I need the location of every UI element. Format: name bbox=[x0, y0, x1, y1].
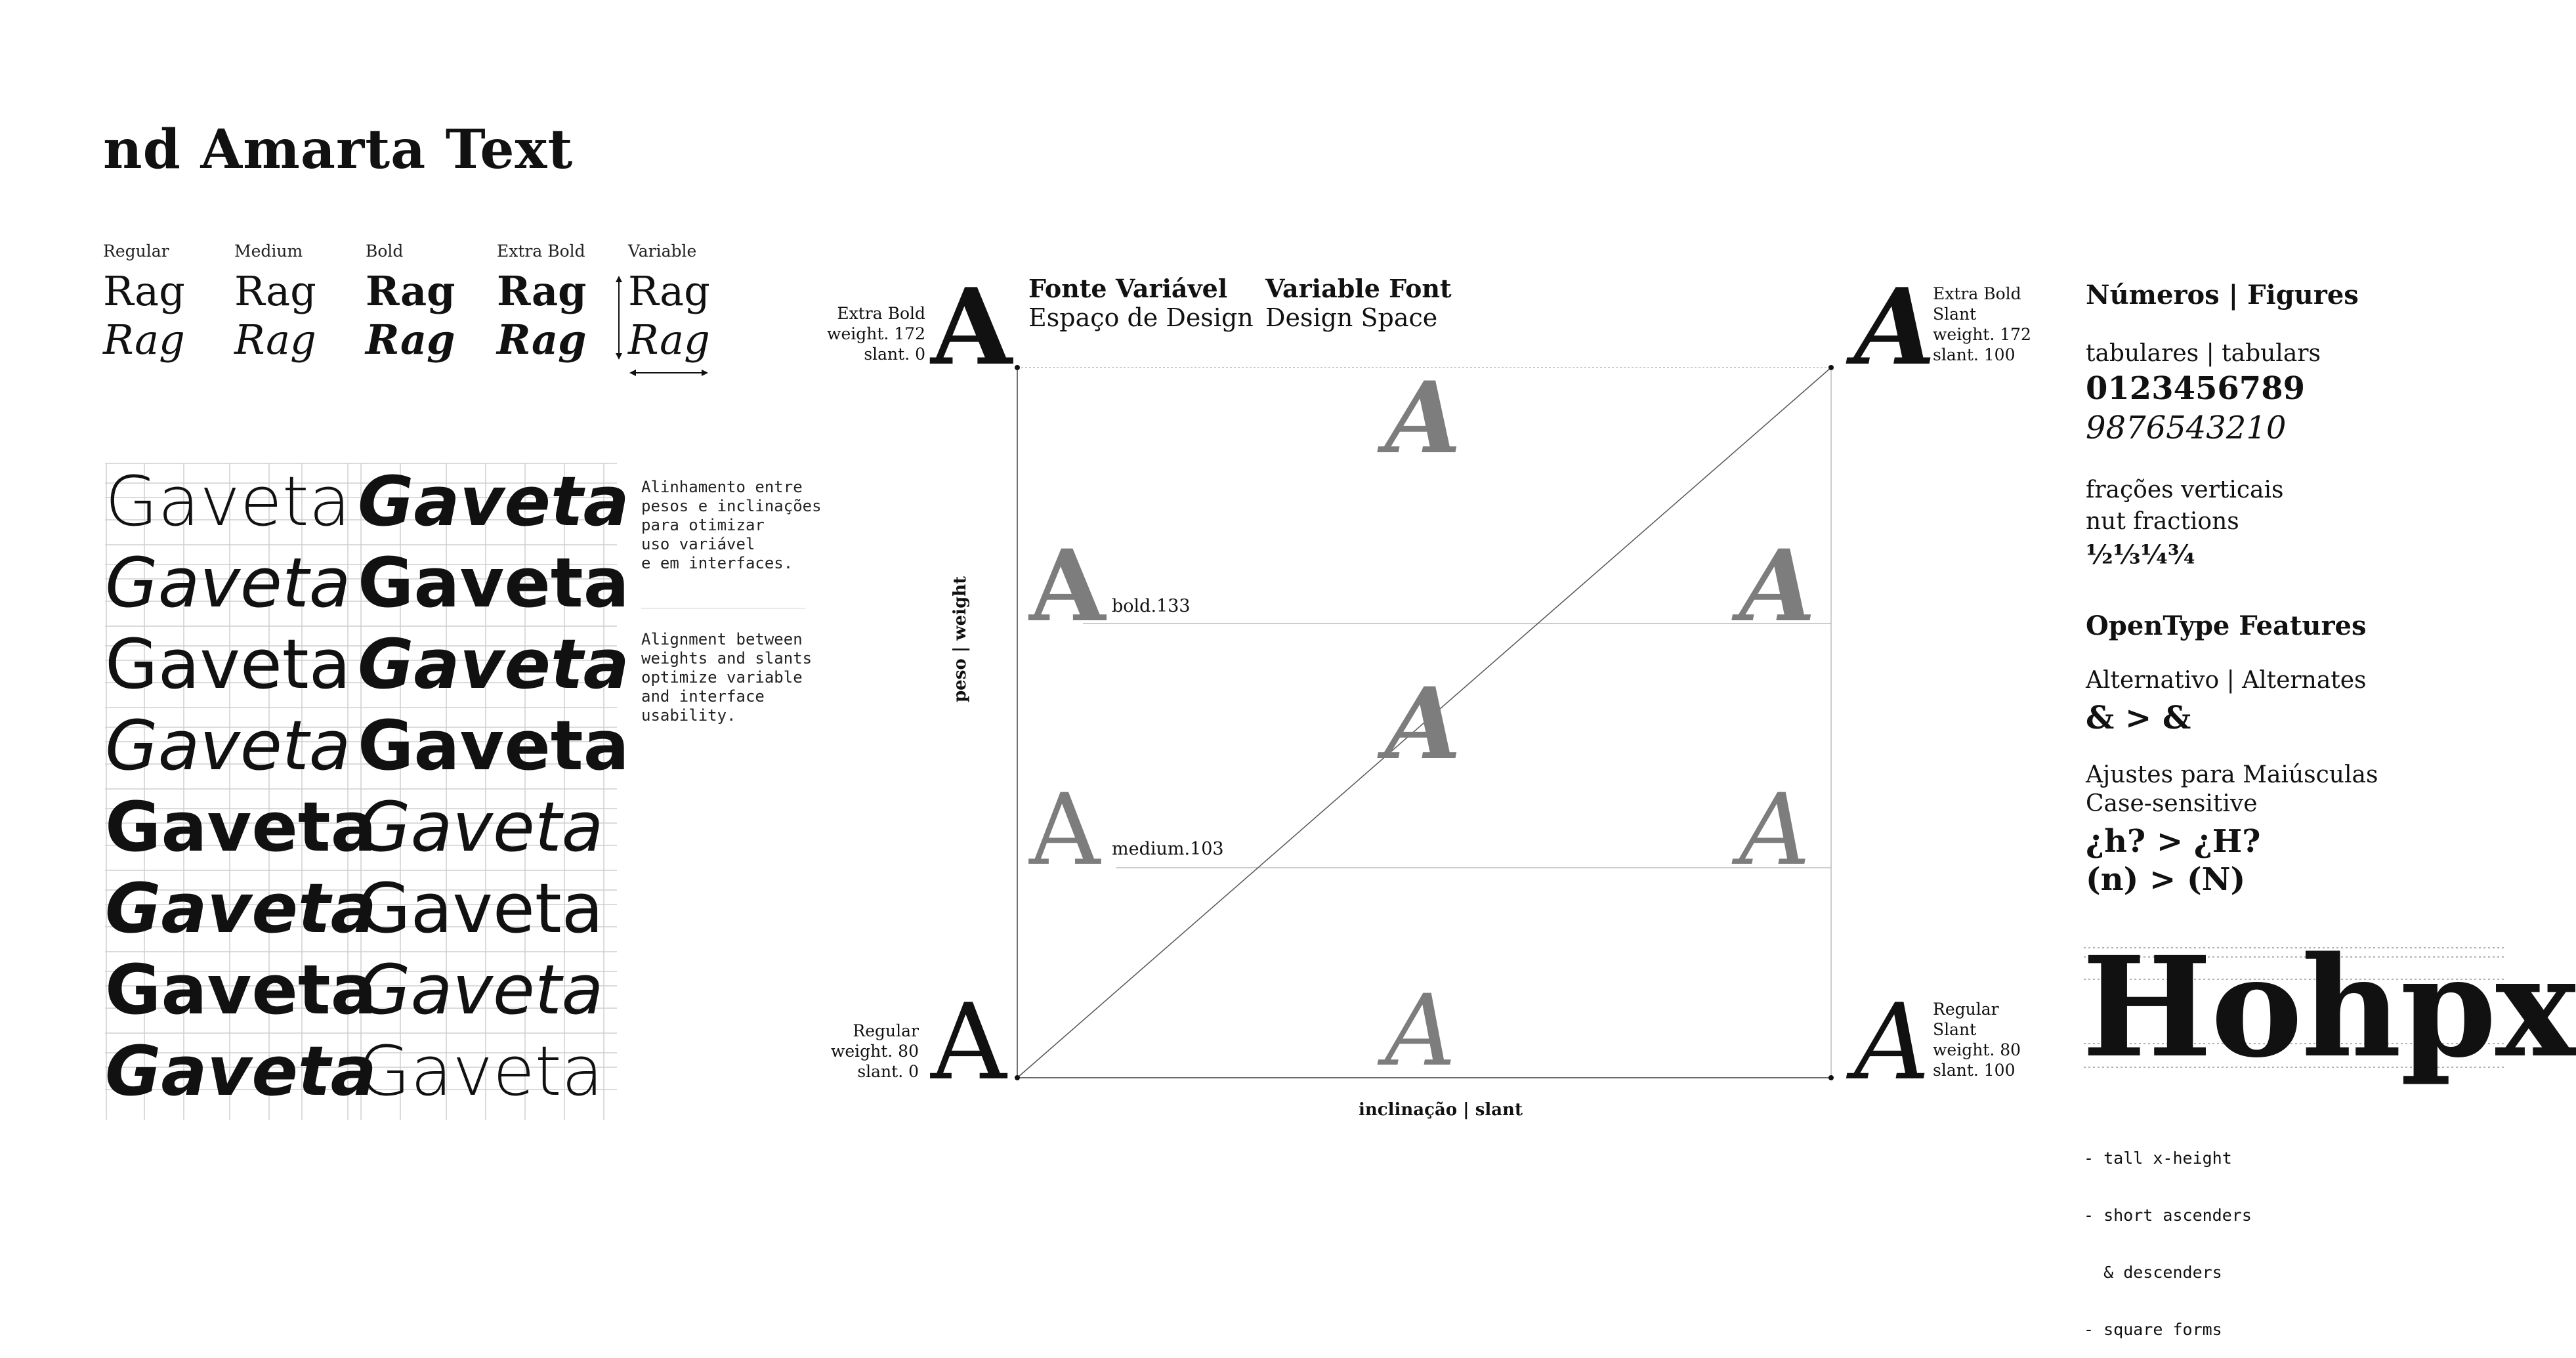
corner-glyph-regular-slant: A bbox=[1854, 981, 1930, 1103]
gaveta-bold-italic: Gaveta bbox=[358, 624, 629, 704]
case-label-en: Case-sensitive bbox=[2086, 790, 2258, 817]
tabular-label: tabulares | tabulars bbox=[2086, 340, 2321, 367]
weight-regular bbox=[103, 242, 228, 364]
rag-sample: Rag bbox=[628, 267, 710, 315]
instance-glyph: A bbox=[1739, 773, 1811, 887]
design-space-heading-en: Variable Font bbox=[1265, 274, 1452, 303]
instance-glyph: A bbox=[1385, 974, 1456, 1088]
instance-glyph: A bbox=[1029, 773, 1101, 887]
corner-label-top-left: Extra Bold weight. 172 slant. 0 bbox=[827, 304, 925, 364]
rag-sample-italic: Rag bbox=[497, 316, 587, 364]
gaveta-regular: Gaveta bbox=[105, 461, 351, 541]
figures-heading: Números | Figures bbox=[2086, 280, 2359, 310]
weight-label: Medium bbox=[234, 242, 303, 261]
gaveta-medium-italic: Gaveta bbox=[105, 706, 351, 786]
gaveta-regular-italic: Gaveta bbox=[105, 543, 351, 623]
alternates-sample: & > & bbox=[2086, 700, 2191, 736]
corner-glyph-extra-bold-slant: A bbox=[1854, 265, 1936, 389]
fractions-sample: ½⅓¼¾ bbox=[2086, 540, 2195, 570]
opentype-heading: OpenType Features bbox=[2086, 610, 2367, 641]
feature-list: - tall x-height - short ascenders & descenders - square forms bbox=[2084, 1149, 2252, 1339]
corner-label-bottom-left: Regular weight. 80 slant. 0 bbox=[830, 1021, 919, 1081]
rag-sample: Rag bbox=[234, 267, 316, 315]
gaveta-bold: Gaveta bbox=[105, 787, 377, 867]
case-sample-1: ¿h? > ¿H? bbox=[2086, 823, 2261, 860]
bold-instance-label: bold.133 bbox=[1112, 596, 1191, 616]
fractions-label-en: nut fractions bbox=[2086, 508, 2239, 535]
corner-glyph-regular: A bbox=[931, 981, 1007, 1103]
instance-glyph: A bbox=[1385, 360, 1462, 476]
gaveta-extra-bold: Gaveta bbox=[358, 543, 629, 623]
gaveta-bold: Gaveta bbox=[358, 706, 629, 786]
alignment-note-pt: Alinhamento entre pesos e inclinações para otimizar uso variável e em interfaces. bbox=[641, 478, 822, 572]
gaveta-medium-italic: Gaveta bbox=[358, 787, 604, 867]
tabular-digits: 0123456789 bbox=[2086, 370, 2305, 407]
gaveta-medium: Gaveta bbox=[105, 624, 351, 704]
case-label-pt: Ajustes para Maiúsculas bbox=[2086, 761, 2378, 788]
case-sample-2: (n) > (N) bbox=[2086, 861, 2246, 898]
tabular-digits-italic: 9876543210 bbox=[2086, 410, 2287, 446]
design-space-subheading-en: Design Space bbox=[1265, 303, 1438, 332]
gaveta-extra-bold-italic: Gaveta bbox=[105, 1031, 377, 1111]
rag-sample-italic: Rag bbox=[234, 316, 316, 364]
gaveta-extra-bold: Gaveta bbox=[105, 950, 377, 1030]
variable-axis-arrows-icon bbox=[614, 276, 719, 381]
alignment-note-en: Alignment between weights and slants optimize variable and interface usability. bbox=[641, 630, 813, 725]
gaveta-bold-italic: Gaveta bbox=[105, 868, 377, 948]
weight-label: Regular bbox=[103, 242, 169, 261]
weight-label: Bold bbox=[366, 242, 404, 261]
weight-label: Variable bbox=[628, 242, 697, 261]
x-axis-label: inclinação | slant bbox=[1359, 1100, 1523, 1120]
rag-sample: Rag bbox=[103, 267, 185, 315]
rag-sample-italic: Rag bbox=[628, 316, 710, 364]
instance-glyph: A bbox=[1029, 528, 1106, 644]
rag-sample-italic: Rag bbox=[366, 316, 455, 364]
rag-sample: Rag bbox=[366, 267, 455, 315]
gaveta-medium: Gaveta bbox=[358, 868, 604, 948]
gaveta-regular: Gaveta bbox=[358, 1031, 604, 1111]
alternates-label: Alternativo | Alternates bbox=[2086, 667, 2367, 694]
fractions-label-pt: frações verticais bbox=[2086, 477, 2284, 503]
design-space-heading-pt: Fonte Variável bbox=[1028, 274, 1228, 303]
page-title: nd Amarta Text bbox=[103, 118, 574, 181]
gaveta-regular-italic: Gaveta bbox=[358, 950, 604, 1030]
instance-glyph: A bbox=[1739, 528, 1816, 644]
gaveta-extra-bold-italic: Gaveta bbox=[358, 461, 629, 541]
weight-label: Extra Bold bbox=[497, 242, 585, 261]
rag-sample: Rag bbox=[497, 267, 587, 315]
weight-bold bbox=[366, 242, 490, 364]
corner-label-top-right: Extra Bold Slant weight. 172 slant. 100 bbox=[1933, 284, 2031, 364]
weight-medium bbox=[234, 242, 359, 364]
design-space-subheading-pt: Espaço de Design bbox=[1028, 303, 1254, 332]
weight-extra-bold bbox=[497, 242, 622, 364]
instance-glyph: A bbox=[1385, 666, 1462, 782]
rag-sample-italic: Rag bbox=[103, 316, 185, 364]
medium-instance-label: medium.103 bbox=[1112, 839, 1224, 859]
specimen-word: Hohpx bbox=[2082, 926, 2576, 1088]
corner-label-bottom-right: Regular Slant weight. 80 slant. 100 bbox=[1933, 1000, 2021, 1080]
corner-glyph-extra-bold: A bbox=[931, 265, 1013, 389]
y-axis-label: peso | weight bbox=[950, 576, 970, 702]
